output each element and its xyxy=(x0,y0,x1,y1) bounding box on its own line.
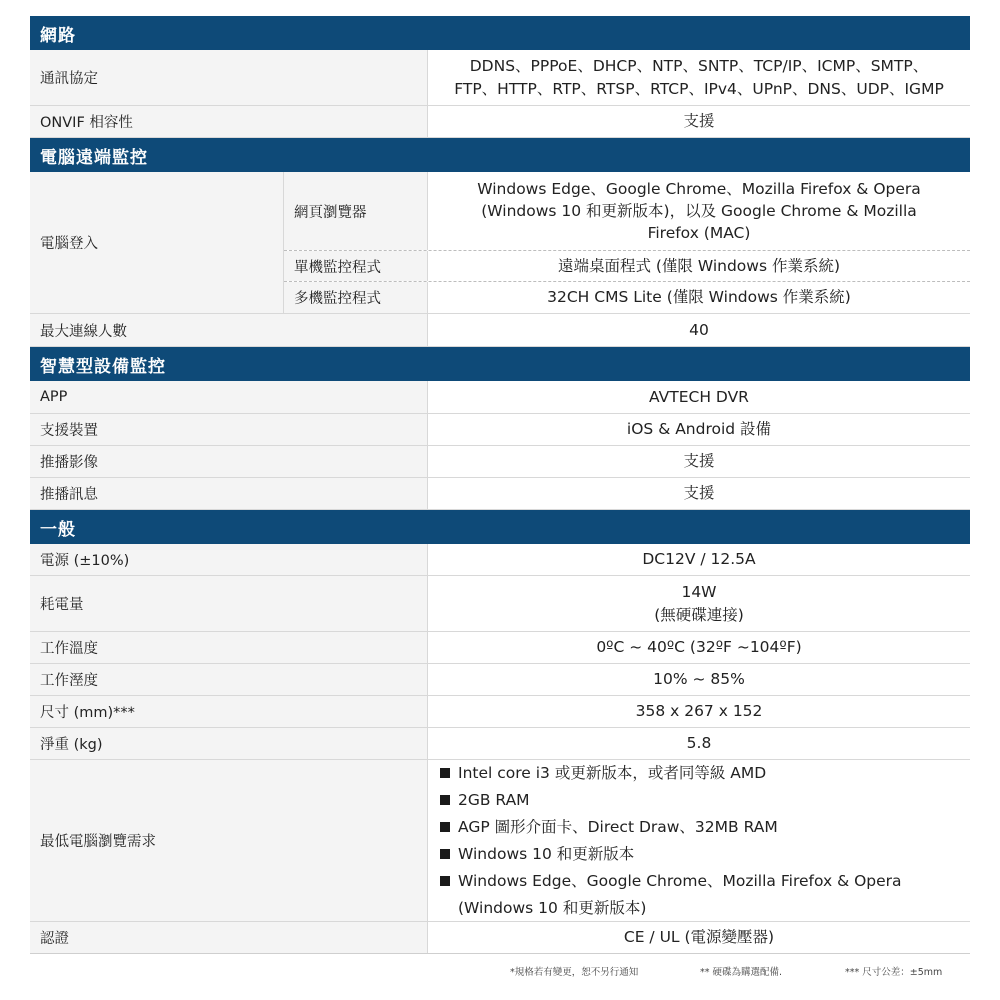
spec-subrow-multi-client xyxy=(284,282,970,313)
spec-row-humidity xyxy=(30,664,970,696)
spec-value xyxy=(428,576,970,631)
spec-value: 支援 xyxy=(683,452,715,471)
spec-value: CE / UL (電源變壓器) xyxy=(623,928,775,947)
requirement-item xyxy=(440,760,970,787)
spec-row-consumption xyxy=(30,576,970,632)
section-header-general: 一般 xyxy=(30,510,970,544)
spec-subrow-single-client xyxy=(284,251,970,282)
spec-sheet xyxy=(30,16,970,954)
spec-value: 支援 xyxy=(683,484,715,503)
bullet-square-icon xyxy=(440,795,450,805)
spec-label: 支援裝置 xyxy=(30,414,428,445)
spec-row-app xyxy=(30,381,970,414)
spec-value: 40 xyxy=(689,320,709,339)
spec-row-min-pc xyxy=(30,760,970,922)
value-line: Firefox (MAC) xyxy=(647,224,751,243)
spec-label: 電源 (±10%) xyxy=(30,544,428,575)
spec-sublabel: 多機監控程式 xyxy=(284,282,428,313)
spec-label: APP xyxy=(30,381,428,413)
requirement-line: Intel core i3 或更新版本，或者同等級 AMD xyxy=(458,763,767,782)
spec-value xyxy=(428,172,970,250)
spec-sublabel: 網頁瀏覽器 xyxy=(284,172,428,250)
bullet-square-icon xyxy=(440,849,450,859)
spec-label: 電腦登入 xyxy=(30,172,284,313)
spec-label: ONVIF 相容性 xyxy=(30,106,428,137)
spec-value: 32CH CMS Lite (僅限 Windows 作業系統) xyxy=(547,288,851,307)
spec-group-pc-login xyxy=(30,172,970,314)
spec-label: 淨重 (kg) xyxy=(30,728,428,759)
spec-label: 最大連線人數 xyxy=(30,314,428,346)
spec-row-weight xyxy=(30,728,970,760)
spec-row-push-video xyxy=(30,446,970,478)
spec-row-power xyxy=(30,544,970,576)
value-line: FTP、HTTP、RTP、RTSP、RTCP、IPv4、UPnP、DNS、UDP、IGMP xyxy=(454,79,944,98)
requirement-line: Windows Edge、Google Chrome、Mozilla Firefox & Opera xyxy=(458,871,902,890)
requirement-line: (Windows 10 和更新版本) xyxy=(458,898,647,917)
spec-row-push-message xyxy=(30,478,970,510)
spec-label: 最低電腦瀏覽需求 xyxy=(30,760,428,921)
spec-value: AVTECH DVR xyxy=(649,387,749,406)
spec-row-max-users xyxy=(30,314,970,347)
spec-value: DC12V / 12.5A xyxy=(642,550,756,569)
spec-value: 支援 xyxy=(683,112,715,131)
spec-label: 耗電量 xyxy=(30,576,428,631)
footnotes xyxy=(510,964,980,978)
spec-sublabel: 單機監控程式 xyxy=(284,251,428,281)
bullet-square-icon xyxy=(440,822,450,832)
bullet-square-icon xyxy=(440,768,450,778)
spec-value: 358 x 267 x 152 xyxy=(635,702,763,721)
section-header-pc-remote: 電腦遠端監控 xyxy=(30,138,970,172)
spec-label: 工作溼度 xyxy=(30,664,428,695)
spec-value: iOS & Android 設備 xyxy=(626,420,772,439)
spec-row-devices xyxy=(30,414,970,446)
spec-label: 認證 xyxy=(30,922,428,953)
footnote: *** 尺寸公差：±5mm xyxy=(845,967,943,978)
value-line: 14W xyxy=(681,583,717,602)
spec-row-certification xyxy=(30,922,970,954)
spec-row-temperature xyxy=(30,632,970,664)
spec-label: 尺寸 (mm)*** xyxy=(30,696,428,727)
footnote: ** 硬碟為購選配備. xyxy=(700,967,783,978)
spec-label: 推播訊息 xyxy=(30,478,428,509)
spec-label: 推播影像 xyxy=(30,446,428,477)
requirement-item xyxy=(440,814,970,841)
spec-value xyxy=(428,50,970,105)
value-line: Windows Edge、Google Chrome、Mozilla Firefox & Opera xyxy=(477,179,921,198)
section-header-smart-device: 智慧型設備監控 xyxy=(30,347,970,381)
requirement-list xyxy=(428,760,970,921)
value-line: (無硬碟連接) xyxy=(654,605,744,624)
requirement-item xyxy=(440,868,970,922)
spec-value: 10% ~ 85% xyxy=(653,670,745,689)
spec-row-dimensions xyxy=(30,696,970,728)
spec-subrow-browser xyxy=(284,172,970,251)
spec-row-onvif xyxy=(30,106,970,138)
spec-row-protocols xyxy=(30,50,970,106)
spec-value: 0ºC ~ 40ºC (32ºF ~104ºF) xyxy=(596,638,802,657)
requirement-line: AGP 圖形介面卡、Direct Draw、32MB RAM xyxy=(458,817,778,836)
value-line: DDNS、PPPoE、DHCP、NTP、SNTP、TCP/IP、ICMP、SMTP、 xyxy=(469,57,929,76)
spec-label: 工作溫度 xyxy=(30,632,428,663)
requirement-line: Windows 10 和更新版本 xyxy=(458,844,635,863)
section-header-network: 網路 xyxy=(30,16,970,50)
spec-label: 通訊協定 xyxy=(30,50,428,105)
spec-value: 遠端桌面程式 (僅限 Windows 作業系統) xyxy=(557,257,841,276)
requirement-item xyxy=(440,787,970,814)
footnote: *規格若有變更，恕不另行通知 xyxy=(510,967,639,978)
requirement-line: 2GB RAM xyxy=(458,790,530,809)
spec-value: 5.8 xyxy=(686,734,712,753)
value-line: (Windows 10 和更新版本)，以及 Google Chrome & Mozilla xyxy=(481,201,917,220)
bullet-square-icon xyxy=(440,876,450,886)
requirement-item xyxy=(440,841,970,868)
